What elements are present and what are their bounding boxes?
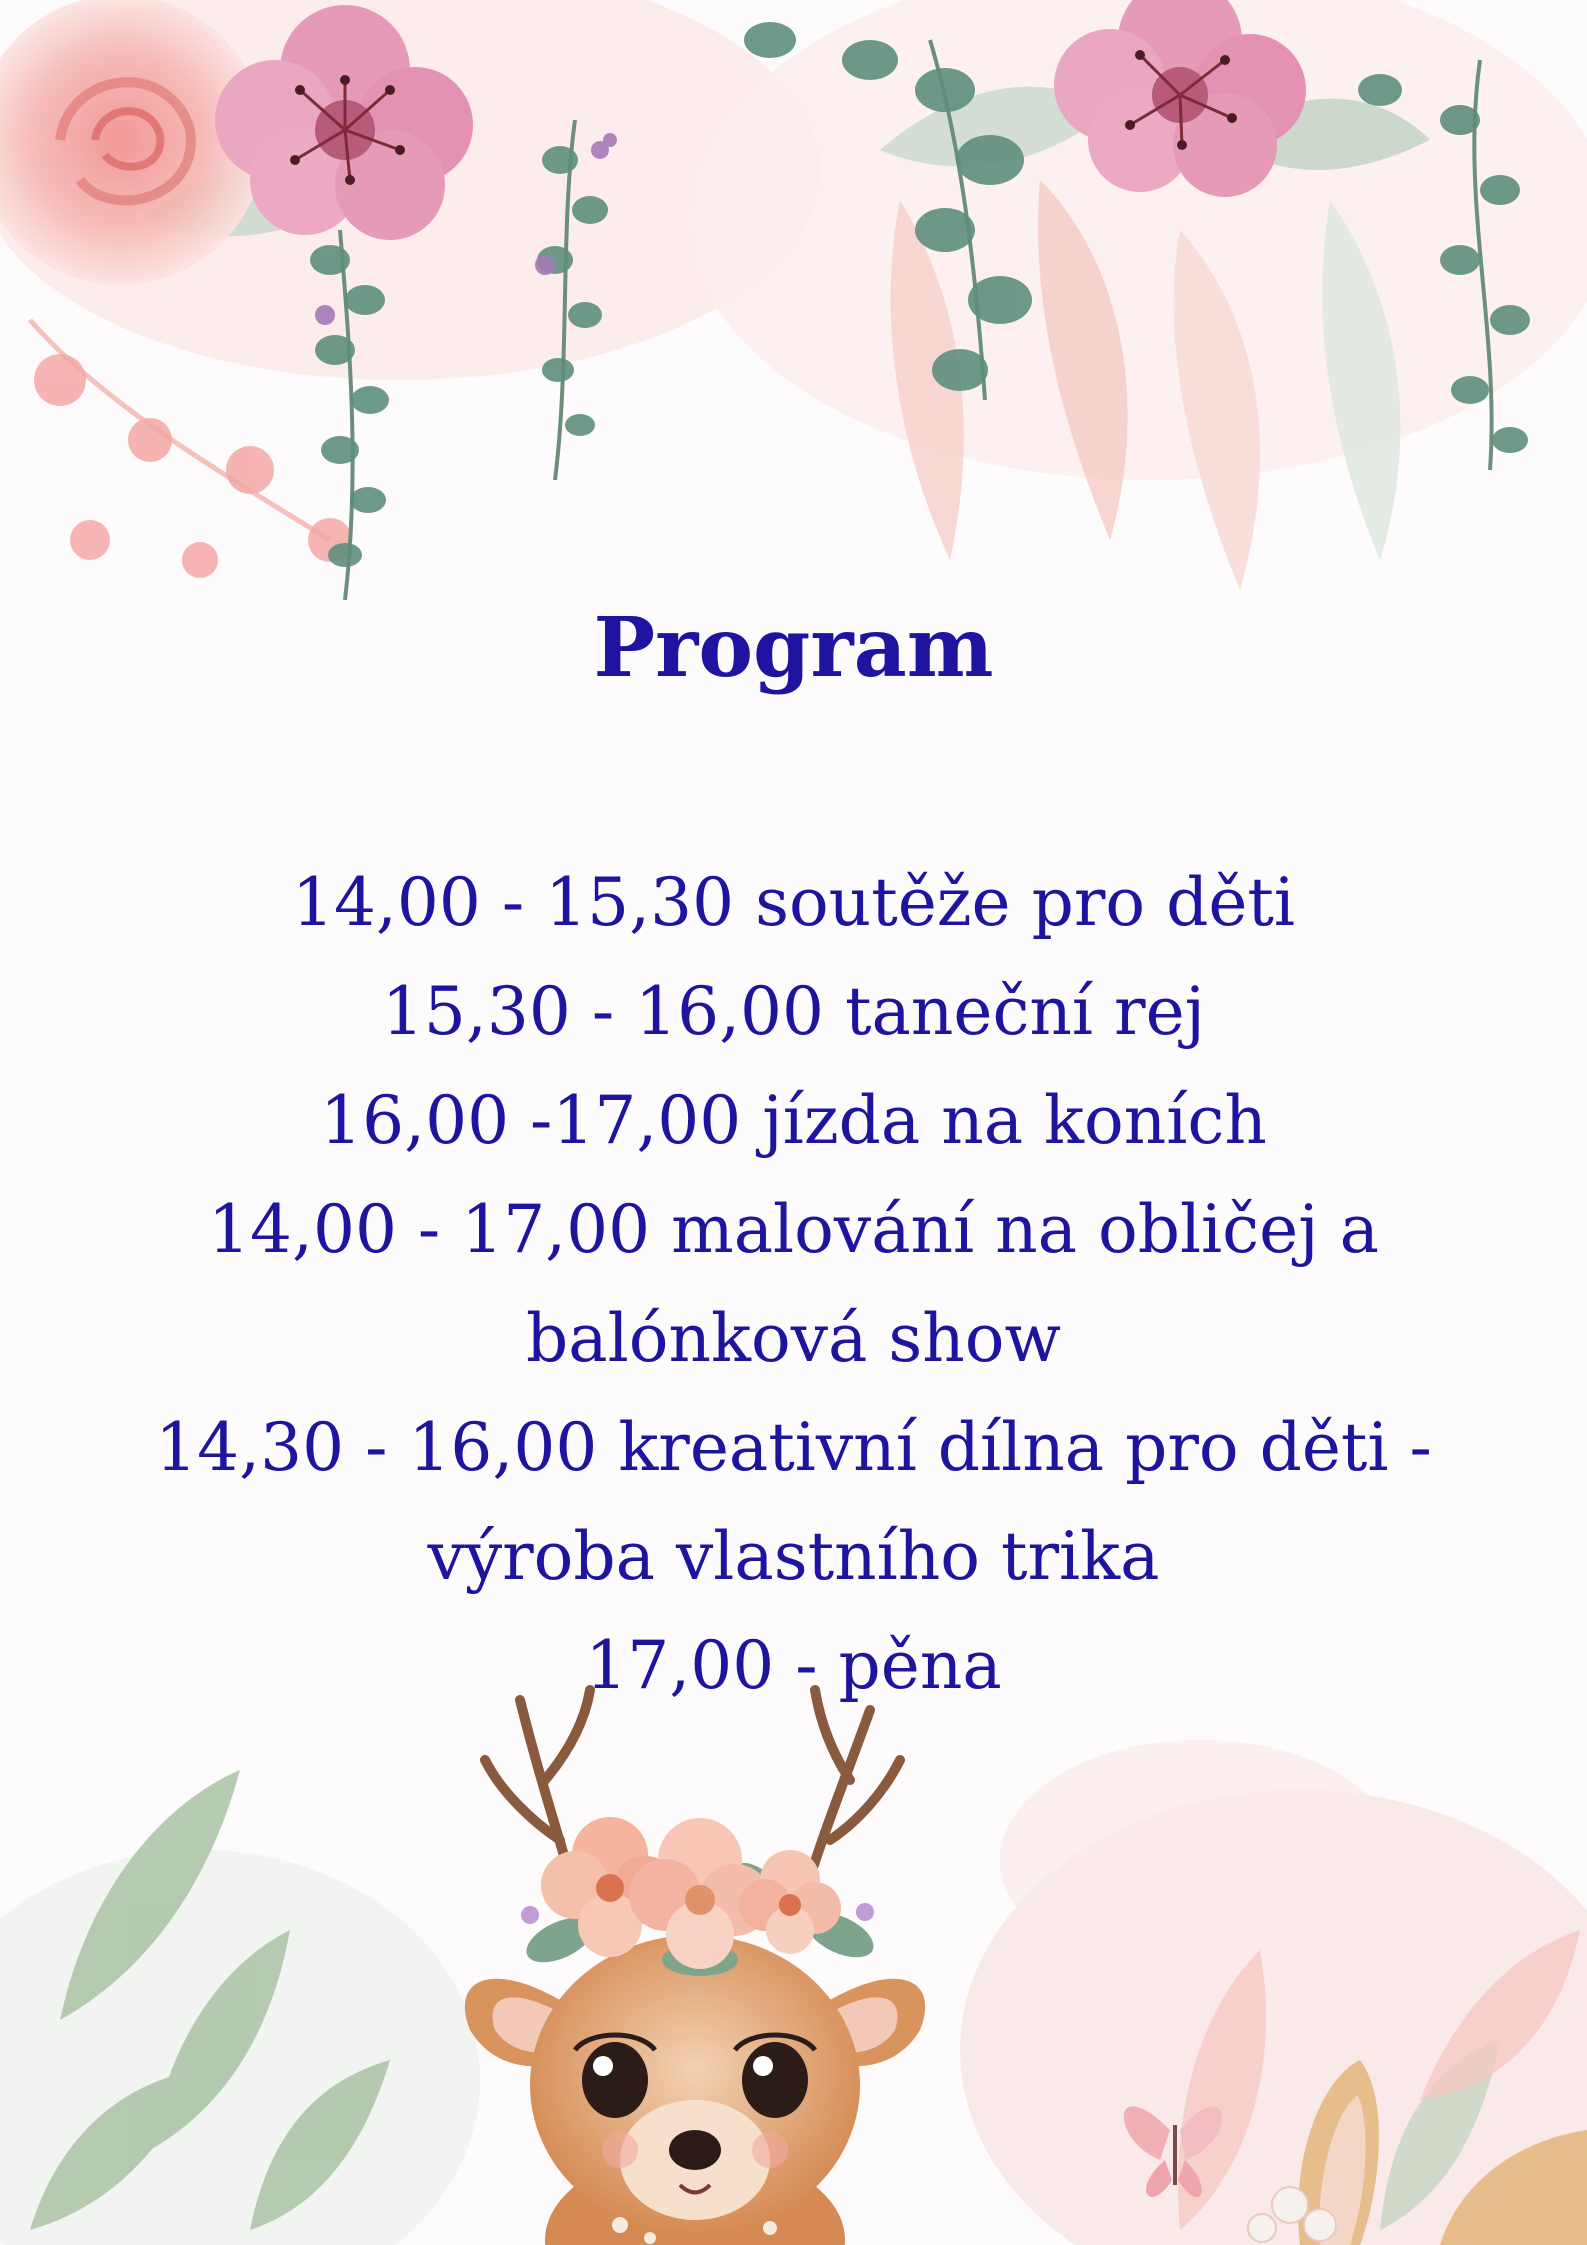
schedule-line: balónková show [526,1300,1061,1377]
fawn-illustration [0,1690,1587,2245]
schedule-line: 17,00 - pěna [585,1627,1002,1704]
schedule-line: 14,30 - 16,00 kreativní dílna pro děti - [155,1409,1432,1486]
document-title: Program [593,600,994,696]
schedule-line: výroba vlastního trika [427,1518,1160,1595]
schedule-line: 14,00 - 15,30 soutěže pro děti [291,864,1296,941]
floral-top-decoration [0,0,1587,600]
schedule-list [0,848,1587,1720]
schedule-line: 15,30 - 16,00 taneční rej [381,973,1206,1050]
schedule-line: 14,00 - 17,00 malování na obličej a [208,1191,1379,1268]
schedule-line: 16,00 -17,00 jízda na koních [320,1082,1267,1159]
